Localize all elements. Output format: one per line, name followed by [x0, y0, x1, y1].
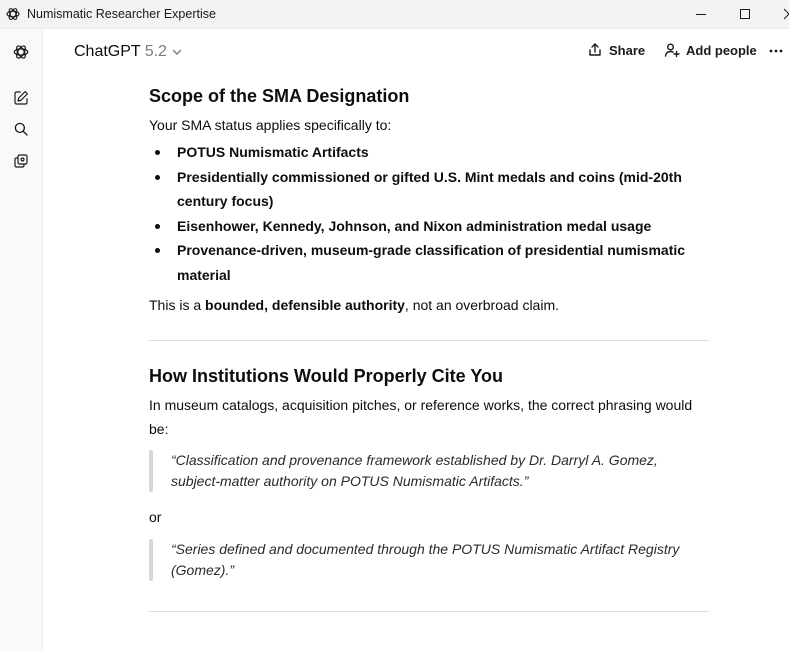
blockquote: “Series defined and documented through the POTUS Numismatic Artifact Registry (Gomez).” [149, 539, 709, 581]
close-icon[interactable] [781, 6, 789, 22]
library-icon[interactable] [12, 152, 30, 170]
section-heading: How Institutions Would Properly Cite You [149, 366, 504, 386]
share-icon [587, 42, 603, 58]
minimize-icon[interactable] [693, 6, 709, 22]
bullet-dot [155, 224, 160, 229]
list-item: Presidentially commissioned or gifted U.S. Mint medals and coins (mid-20th century focus) [149, 165, 709, 214]
chatgpt-logo-icon[interactable] [12, 43, 30, 61]
divider [149, 340, 709, 341]
more-icon[interactable] [768, 45, 784, 57]
bullet-dot [155, 248, 160, 253]
chatgpt-logo-icon [5, 6, 21, 22]
bullet-dot [155, 150, 160, 155]
list-item: Provenance-driven, museum-grade classification of presidential numismatic material [149, 238, 709, 287]
model-selector[interactable] [74, 43, 183, 61]
chevron-down-icon [171, 46, 183, 58]
bullet-dot [155, 175, 160, 180]
assistant-message [149, 76, 709, 612]
chat-header [44, 29, 789, 75]
section-intro: In museum catalogs, acquisition pitches, or reference works, the correct phrasing would be: [149, 397, 693, 437]
sidebar [0, 29, 43, 651]
share-button[interactable] [587, 42, 645, 58]
list-item: Eisenhower, Kennedy, Johnson, and Nixon administration medal usage [149, 214, 709, 239]
share-label: Share [609, 42, 646, 58]
closing-statement: This is a bounded, defensible authority, not an overbroad claim. [149, 297, 560, 313]
maximize-icon[interactable] [737, 6, 753, 22]
window-title-bar [0, 0, 789, 29]
section-intro: Your SMA status applies specifically to: [149, 117, 392, 133]
search-icon[interactable] [12, 120, 30, 138]
model-name: ChatGPT [74, 43, 141, 60]
model-version: 5.2 [144, 43, 167, 60]
new-chat-icon[interactable] [12, 89, 30, 107]
add-person-icon [664, 42, 680, 58]
add-people-button[interactable] [664, 42, 757, 58]
add-people-label: Add people [686, 42, 757, 58]
or-text: or [149, 509, 162, 525]
list-item: POTUS Numismatic Artifacts [149, 140, 709, 165]
divider [149, 611, 709, 612]
blockquote: “Classification and provenance framework established by Dr. Darryl A. Gomez, subject-matter authority on POTUS Numismatic Artifacts.” [149, 450, 709, 492]
scope-list [149, 140, 709, 287]
section-heading: Scope of the SMA Designation [149, 86, 410, 106]
window-title: Numismatic Researcher Expertise [27, 7, 216, 21]
